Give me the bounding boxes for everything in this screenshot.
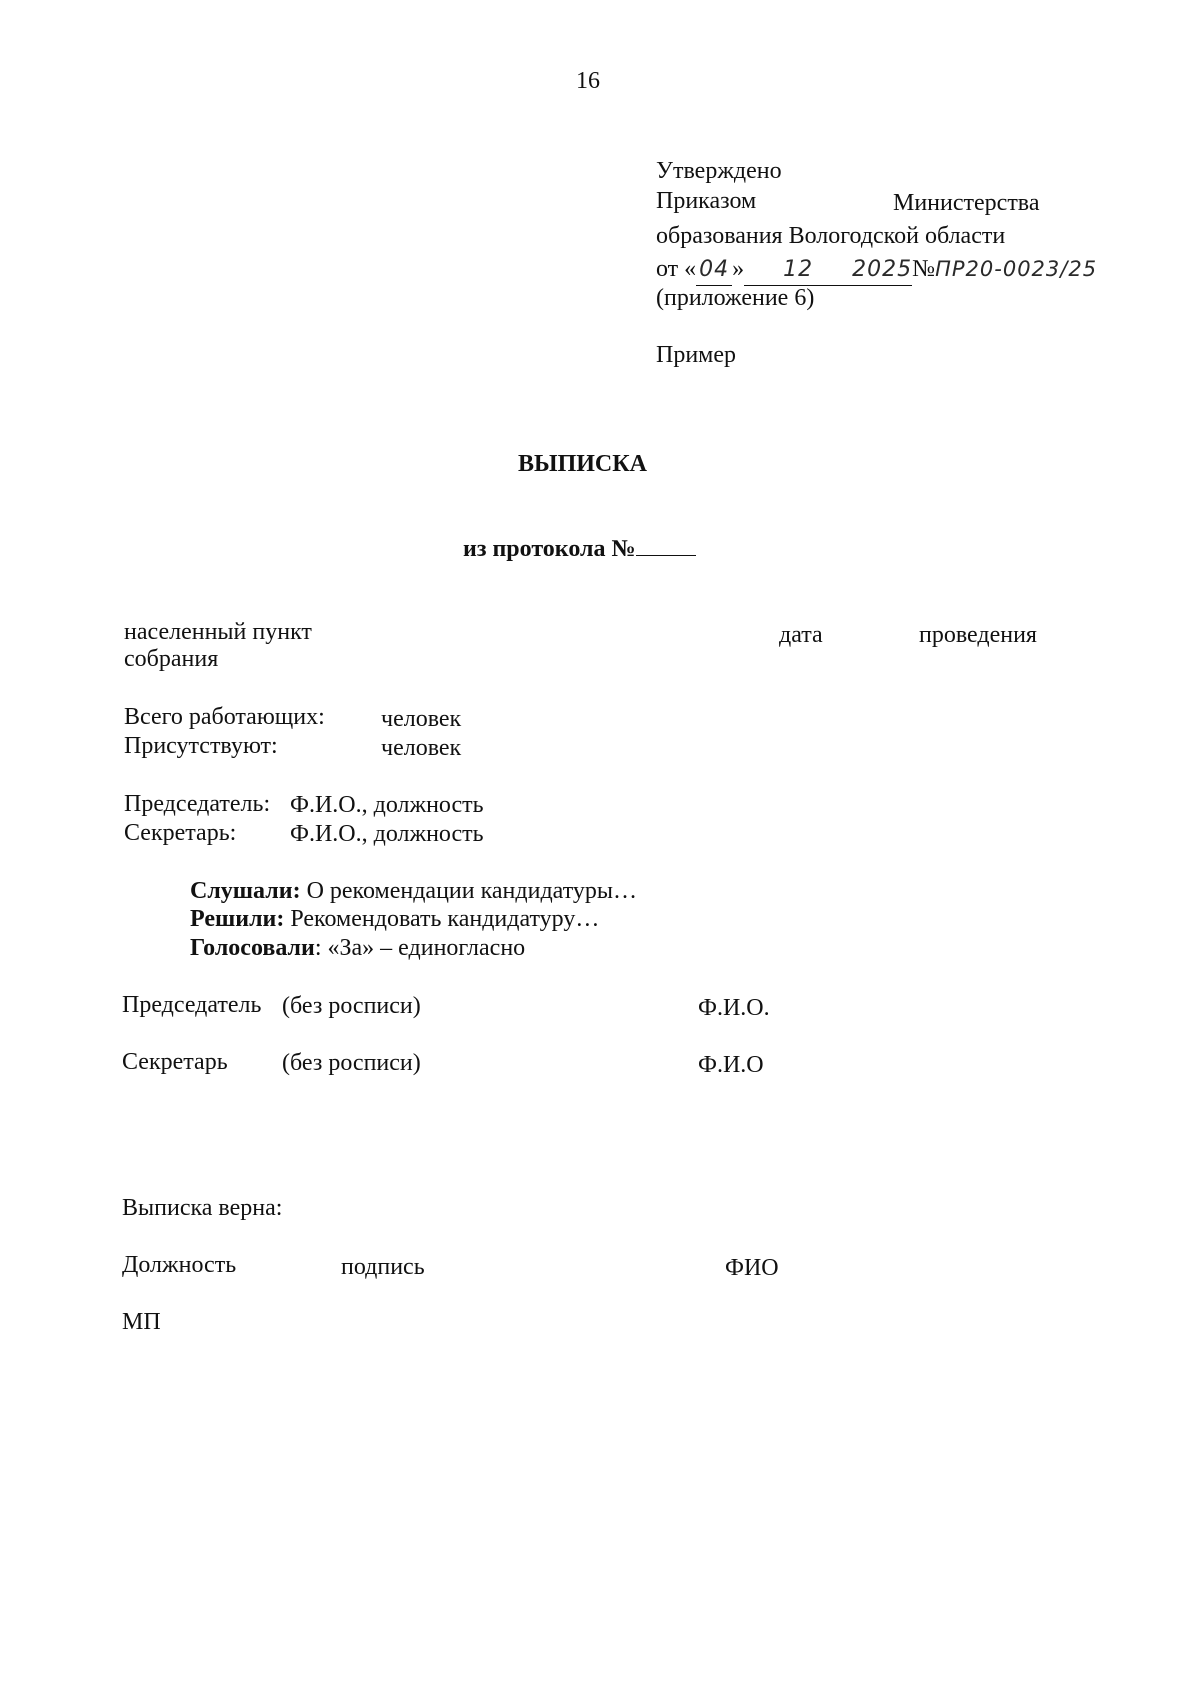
sig-chair-name: Ф.И.О. <box>698 995 770 1021</box>
position-label: Должность <box>122 1252 237 1278</box>
sig-secretary-note: (без росписи) <box>282 1050 421 1076</box>
chair-value: Ф.И.О., должность <box>290 792 484 818</box>
heard-text: О рекомендации кандидатуры… <box>300 878 637 904</box>
agenda-voted <box>190 933 525 964</box>
handwritten-order-number: ПР20-0023/25 <box>935 257 1098 281</box>
approval-approved: Утверждено <box>656 158 782 184</box>
approval-date-line <box>656 254 1097 286</box>
document-title: ВЫПИСКА <box>518 451 647 477</box>
date-label: дата <box>779 622 823 648</box>
total-workers-label: Всего работающих: <box>124 704 325 730</box>
protocol-subtitle-text: из протокола № <box>463 536 636 562</box>
sig-chair-note: (без росписи) <box>282 993 421 1019</box>
total-workers-unit: человек <box>381 706 462 732</box>
heard-label: Слушали: <box>190 878 301 904</box>
approval-quote-close: » <box>732 256 745 282</box>
decided-text: Рекомендовать кандидатуру… <box>284 906 600 932</box>
page-number: 16 <box>576 68 600 94</box>
secretary-value: Ф.И.О., должность <box>290 821 484 847</box>
protocol-subtitle <box>463 533 696 565</box>
handwritten-month: 12 <box>744 256 852 286</box>
decided-label: Решили: <box>190 906 285 932</box>
approval-number-sign: № <box>912 256 936 282</box>
fio-label: ФИО <box>725 1255 779 1281</box>
settlement-label: населенный пункт <box>124 619 312 645</box>
approval-ministry: Министерства <box>893 190 1040 216</box>
approval-order-word: Приказом <box>656 188 757 214</box>
present-unit: человек <box>381 735 462 761</box>
holding-label: проведения <box>919 622 1037 648</box>
handwritten-year: 2025 <box>852 256 912 286</box>
present-label: Присутствуют: <box>124 733 278 759</box>
seal-label: МП <box>122 1309 161 1335</box>
voted-text: : «За» – единогласно <box>314 935 526 961</box>
meeting-label: собрания <box>124 646 219 672</box>
approval-line3: образования Вологодской области <box>656 223 1006 249</box>
signature-label: подпись <box>341 1254 425 1280</box>
approval-from-prefix: от « <box>656 256 697 282</box>
extract-correct: Выписка верна: <box>122 1195 283 1221</box>
chair-label: Председатель: <box>124 791 271 817</box>
approval-example: Пример <box>656 342 737 368</box>
agenda-decided <box>190 904 599 935</box>
protocol-number-blank <box>636 533 696 556</box>
secretary-label: Секретарь: <box>124 820 237 846</box>
approval-appendix: (приложение 6) <box>656 285 815 311</box>
agenda-heard <box>190 876 637 907</box>
sig-chair-label: Председатель <box>122 992 262 1018</box>
sig-secretary-name: Ф.И.О <box>698 1052 764 1078</box>
voted-label: Голосовали <box>190 935 315 961</box>
sig-secretary-label: Секретарь <box>122 1049 228 1075</box>
handwritten-day: 04 <box>696 256 732 286</box>
